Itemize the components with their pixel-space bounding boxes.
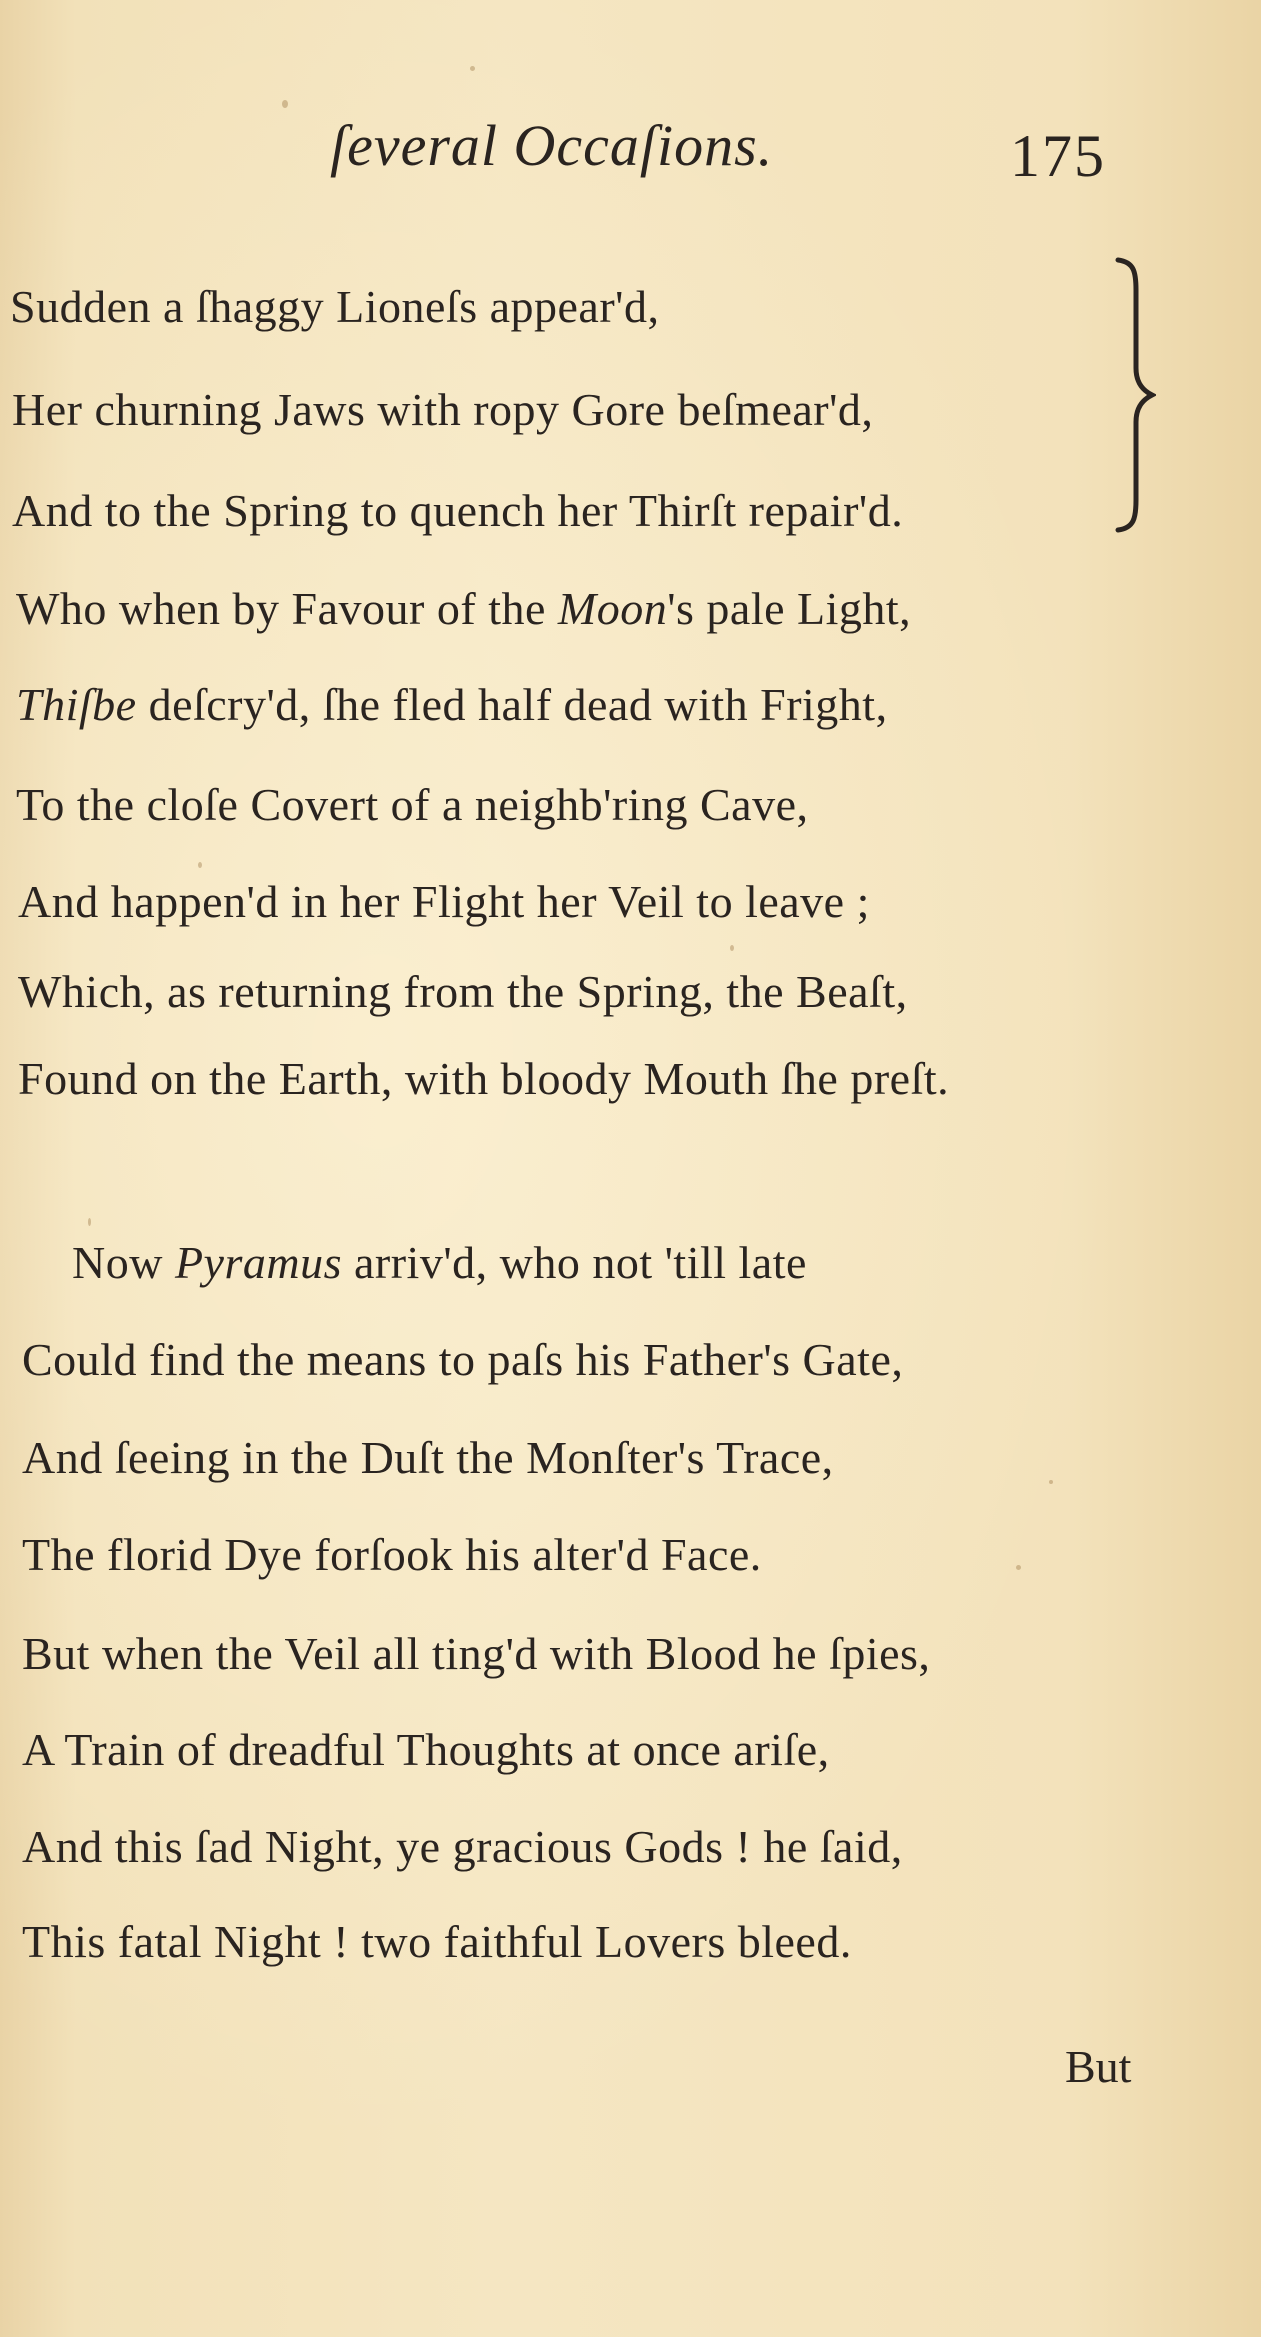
verse-line: And ſeeing in the Duſt the Monſter's Trace, bbox=[22, 1432, 834, 1483]
verse-line: A Train of dreadful Thoughts at once ariſe, bbox=[22, 1724, 830, 1775]
catchword: But bbox=[1065, 2041, 1132, 2092]
verse-line: To the cloſe Covert of a neighb'ring Cave, bbox=[16, 779, 809, 830]
verse-italic: Moon bbox=[557, 583, 668, 634]
ink-speck bbox=[88, 1218, 91, 1226]
verse-italic: Thiſbe bbox=[16, 679, 137, 730]
verse-text: Who when by Favour of the bbox=[16, 583, 558, 634]
verse-line: And this ſad Night, ye gracious Gods ! he ſaid, bbox=[22, 1821, 903, 1872]
triplet-brace-icon bbox=[1112, 250, 1156, 540]
verse-line: Found on the Earth, with bloody Mouth ſhe preſt. bbox=[18, 1053, 950, 1104]
ink-speck bbox=[198, 862, 202, 868]
verse-line: And to the Spring to quench her Thirſt repair'd. bbox=[12, 485, 904, 536]
verse-line: Could find the means to paſs his Father's Gate, bbox=[22, 1334, 904, 1385]
verse-line: Her churning Jaws with ropy Gore beſmear'd, bbox=[12, 384, 874, 435]
ink-speck bbox=[1049, 1480, 1053, 1484]
verse-text: Now bbox=[72, 1237, 175, 1288]
verse-line: And happen'd in her Flight her Veil to leave ; bbox=[18, 876, 870, 927]
verse-text: deſcry'd, ſhe fled half dead with Fright, bbox=[136, 679, 888, 730]
verse-line: The florid Dye forſook his alter'd Face. bbox=[22, 1529, 762, 1580]
verse-italic: Pyramus bbox=[174, 1237, 342, 1288]
ink-speck bbox=[730, 945, 734, 951]
verse-line bbox=[16, 582, 911, 635]
verse-line: Which, as returning from the Spring, the Beaſt, bbox=[18, 966, 908, 1017]
ink-speck bbox=[282, 100, 288, 108]
verse-text: arriv'd, who not 'till late bbox=[342, 1237, 807, 1288]
verse-line: This fatal Night ! two faithful Lovers bleed. bbox=[22, 1916, 852, 1967]
page-number: 175 bbox=[1010, 123, 1106, 189]
verse-line: But when the Veil all ting'd with Blood he ſpies, bbox=[22, 1628, 931, 1679]
verse-text: 's pale Light, bbox=[667, 583, 912, 634]
running-head-title: ſeveral Occaſions. bbox=[330, 113, 774, 178]
verse-line bbox=[16, 678, 888, 731]
verse-line bbox=[72, 1236, 807, 1289]
ink-speck bbox=[1016, 1565, 1021, 1570]
verse-line: Sudden a ſhaggy Lioneſs appear'd, bbox=[10, 281, 660, 332]
ink-speck bbox=[470, 66, 475, 71]
